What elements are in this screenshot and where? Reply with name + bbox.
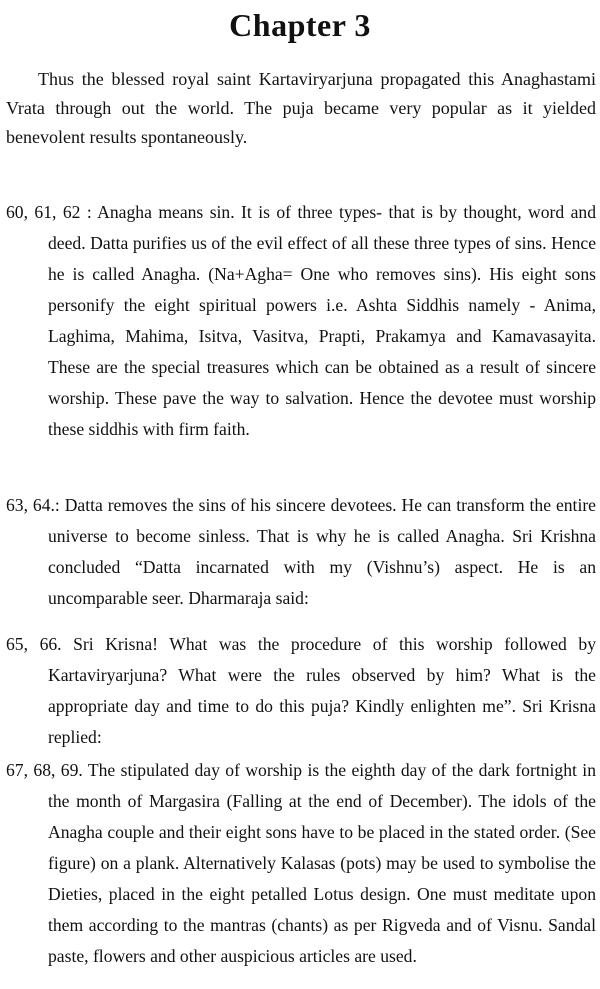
verse-paragraph-63-64: 63, 64.: Datta removes the sins of his sincere devotees. He can transform the entire universe to become sinless. That is why he is called Anagha. Sri Krishna concluded “Datta incarnated with my (Vishnu’s) aspect. He is an uncomparable seer. Dharmaraja said: <box>6 495 596 608</box>
verse-paragraph-60-62: 60, 61, 62 : Anagha means sin. It is of three types- that is by thought, word and deed. Datta purifies us of the evil effect of all these three types of sins. Hence he is called Anagha. (Na+Agha= One who removes sins). His eight sons personify the eight spiritual powers i.e. Ashta Siddhis namely - Anima, Laghima, Mahima, Isitva, Vasitva, Prapti, Prakamya and Kamavasayita. These are the special treasures which can be obtained as a result of sincere worship. These pave the way to salvation. Hence the devotee must worship these siddhis with firm faith. <box>6 202 596 439</box>
verse-paragraph-67-69: 67, 68, 69. The stipulated day of worship is the eighth day of the dark fortnight in the month of Margasira (Falling at the end of December). The idols of the Anagha couple and their eight sons have to be placed in the stated order. (See figure) on a plank. Alternatively Kalasas (pots) may be used to symbolise the Dieties, placed in the eight petalled Lotus design. One must meditate upon them according to the mantras (chants) as per Rigveda and of Visnu. Sandal paste, flowers and other auspicious articles are used. <box>6 760 596 966</box>
chapter-title: Chapter 3 <box>229 7 371 43</box>
verse-paragraph-65-66: 65, 66. Sri Krisna! What was the procedure of this worship followed by Kartaviryarjuna? What were the rules observed by him? What is the appropriate day and time to do this puja? Kindly enlighten me”. Sri Krisna replied: <box>6 634 596 747</box>
intro-paragraph: Thus the blessed royal saint Kartaviryarjuna propagated this Anaghastami Vrata through out the world. The puja became very popular as it yielded benevolent results spontaneously. <box>6 69 596 147</box>
